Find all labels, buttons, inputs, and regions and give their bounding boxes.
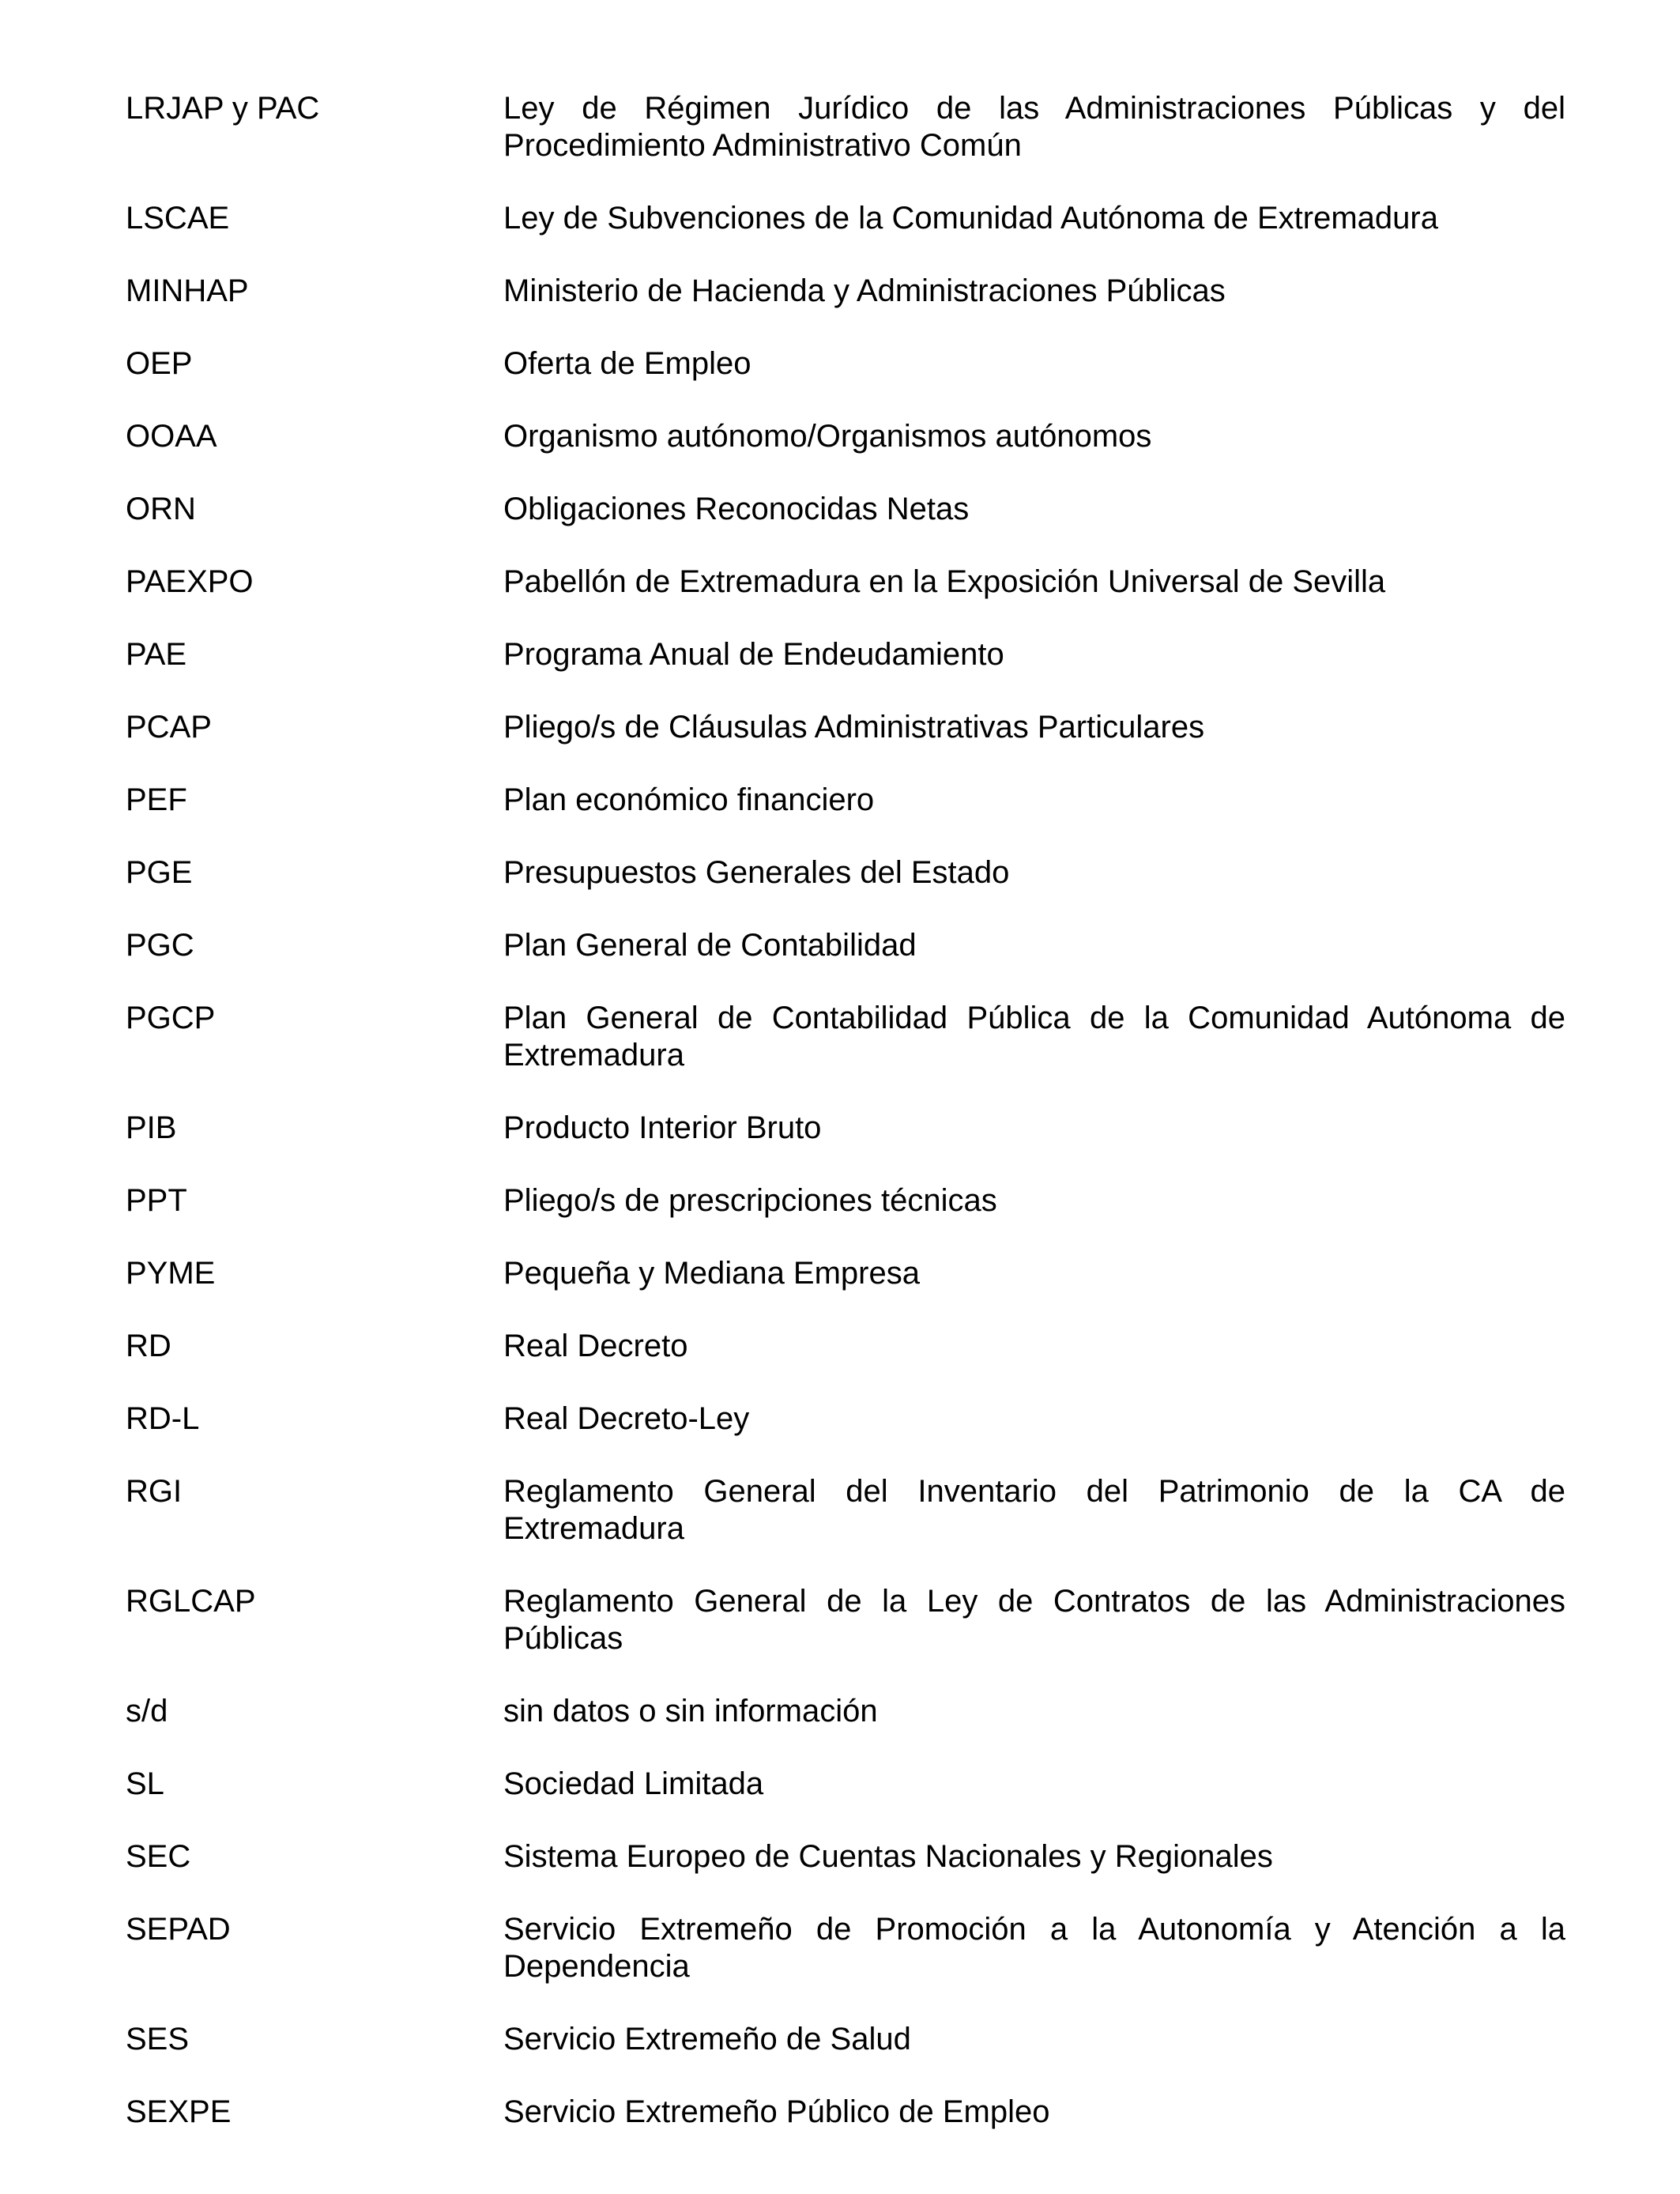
abbreviation-meaning: Presupuestos Generales del Estado (503, 855, 1010, 890)
abbreviation: OEP (126, 346, 193, 381)
list-item (126, 273, 1565, 310)
abbreviation: PCAP (126, 710, 212, 745)
abbreviation-meaning: Real Decreto (503, 1329, 688, 1363)
abbreviation: PAEXPO (126, 564, 254, 599)
list-item (126, 1182, 1565, 1220)
abbreviation: SEC (126, 1839, 191, 1874)
abbreviation-meaning: Pequeña y Mediana Empresa (503, 1256, 920, 1291)
list-item (126, 709, 1565, 746)
abbreviation-meaning: Organismo autónomo/Organismos autónomos (503, 419, 1152, 454)
abbreviations-list (126, 90, 1565, 2166)
list-item (126, 782, 1565, 819)
abbreviation: LSCAE (126, 201, 230, 236)
abbreviation-meaning: Sociedad Limitada (503, 1766, 764, 1801)
abbreviation: MINHAP (126, 273, 249, 308)
abbreviation: PIB (126, 1110, 177, 1145)
abbreviation-meaning: Pabellón de Extremadura en la Exposición Universal de Sevilla (503, 564, 1386, 599)
abbreviation: PAE (126, 637, 187, 672)
list-item (126, 1838, 1565, 1875)
abbreviation-meaning: Ministerio de Hacienda y Administraciones Públicas (503, 273, 1226, 308)
list-item (126, 1400, 1565, 1438)
abbreviation-meaning: Pliego/s de prescripciones técnicas (503, 1183, 997, 1218)
abbreviation: RGLCAP (126, 1584, 256, 1619)
abbreviation-meaning: sin datos o sin información (503, 1694, 878, 1728)
list-item (126, 345, 1565, 383)
list-item (126, 2021, 1565, 2058)
list-item (126, 1766, 1565, 1803)
list-item (126, 1328, 1565, 1365)
list-item (126, 854, 1565, 892)
abbreviation: RD-L (126, 1401, 200, 1436)
abbreviation: PGE (126, 855, 193, 890)
abbreviation-meaning: Real Decreto-Ley (503, 1401, 750, 1436)
list-item (126, 1693, 1565, 1730)
list-item (126, 1110, 1565, 1147)
list-item (126, 1583, 1565, 1657)
list-item (126, 90, 1565, 164)
abbreviation: RGI (126, 1474, 183, 1509)
list-item (126, 491, 1565, 528)
abbreviation: PPT (126, 1183, 187, 1218)
abbreviation: PGCP (126, 1001, 216, 1035)
abbreviation-meaning: Servicio Extremeño de Promoción a la Autonomía y Atención a la Dependencia (503, 1912, 1565, 1984)
abbreviation: PGC (126, 928, 194, 963)
abbreviation-meaning: Plan General de Contabilidad (503, 928, 917, 963)
abbreviation-meaning: Plan económico financiero (503, 782, 875, 817)
list-item (126, 927, 1565, 964)
abbreviation: SL (126, 1766, 164, 1801)
list-item (126, 200, 1565, 237)
list-item (126, 1255, 1565, 1292)
abbreviation: SEPAD (126, 1912, 231, 1947)
abbreviation: LRJAP y PAC (126, 91, 320, 126)
abbreviation-meaning: Plan General de Contabilidad Pública de la Comunidad Autónoma de Extremadura (503, 1001, 1565, 1072)
abbreviation: s/d (126, 1694, 168, 1728)
abbreviation-meaning: Servicio Extremeño Público de Empleo (503, 2094, 1050, 2129)
abbreviation-meaning: Producto Interior Bruto (503, 1110, 822, 1145)
abbreviation-meaning: Servicio Extremeño de Salud (503, 2022, 911, 2056)
list-item (126, 1000, 1565, 1074)
abbreviation-meaning: Sistema Europeo de Cuentas Nacionales y Regionales (503, 1839, 1273, 1874)
abbreviation-meaning: Programa Anual de Endeudamiento (503, 637, 1004, 672)
abbreviation-meaning: Pliego/s de Cláusulas Administrativas Particulares (503, 710, 1205, 745)
list-item (126, 636, 1565, 673)
abbreviation-meaning: Reglamento General del Inventario del Patrimonio de la CA de Extremadura (503, 1474, 1565, 1546)
abbreviation-meaning: Ley de Régimen Jurídico de las Administraciones Públicas y del Procedimiento Administrativo Común (503, 91, 1565, 163)
abbreviation: SEXPE (126, 2094, 232, 2129)
abbreviation: RD (126, 1329, 171, 1363)
abbreviation: PEF (126, 782, 187, 817)
list-item (126, 1911, 1565, 1985)
list-item (126, 2094, 1565, 2131)
abbreviation-meaning: Obligaciones Reconocidas Netas (503, 492, 970, 526)
list-item (126, 418, 1565, 455)
abbreviation-meaning: Reglamento General de la Ley de Contratos de las Administraciones Públicas (503, 1584, 1565, 1656)
abbreviation: OOAA (126, 419, 217, 454)
abbreviation-meaning: Oferta de Empleo (503, 346, 751, 381)
list-item (126, 1473, 1565, 1547)
list-item (126, 564, 1565, 601)
abbreviation-meaning: Ley de Subvenciones de la Comunidad Autónoma de Extremadura (503, 201, 1438, 236)
abbreviation: ORN (126, 492, 196, 526)
abbreviation: SES (126, 2022, 190, 2056)
abbreviation: PYME (126, 1256, 216, 1291)
